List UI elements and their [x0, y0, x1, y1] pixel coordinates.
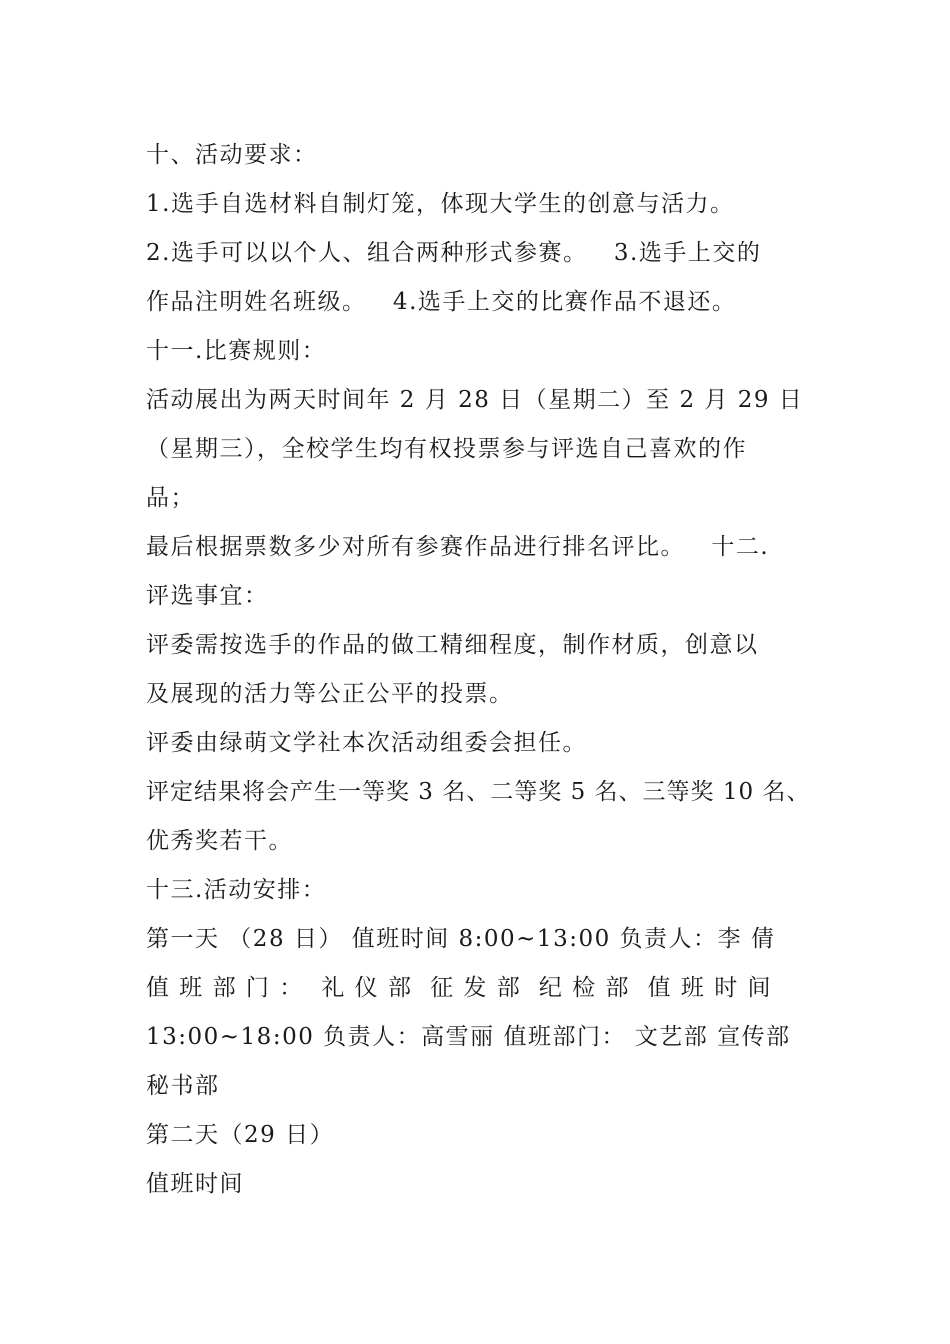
paragraph-line: 优秀奖若干。: [146, 828, 293, 854]
paragraph-line: 评定结果将会产生一等奖 3 名、二等奖 5 名、三等奖 10 名、: [146, 779, 811, 805]
paragraph-line: 评委由绿萌文学社本次活动组委会担任。: [146, 730, 587, 756]
paragraph-line: 活动展出为两天时间年 2 月 28 日（星期二）至 2 月 29 日: [146, 387, 804, 413]
paragraph-line: 第一天 （28 日） 值班时间 8:00~13:00 负责人：李 倩: [146, 926, 776, 952]
paragraph-line: 秘书部: [146, 1073, 220, 1099]
paragraph-line: 值 班 部 门 ： 礼 仪 部 征 发 部 纪 检 部 值 班 时 间: [146, 975, 773, 1001]
paragraph-line: 作品注明姓名班级。 4.选手上交的比赛作品不退还。: [146, 289, 737, 315]
paragraph-line: 品；: [146, 485, 195, 511]
paragraph-line: （星期三），全校学生均有权投票参与评选自己喜欢的作: [146, 436, 747, 462]
paragraph-line: 2.选手可以以个人、组合两种形式参赛。 3.选手上交的: [146, 240, 762, 266]
heading-judging-matters: 评选事宜：: [146, 583, 269, 609]
paragraph-line: 1.选手自选材料自制灯笼，体现大学生的创意与活力。: [146, 191, 735, 217]
heading-activity-schedule: 十三.活动安排：: [146, 877, 327, 903]
paragraph-line: 值班时间: [146, 1171, 244, 1197]
heading-competition-rules: 十一.比赛规则：: [146, 338, 327, 364]
paragraph-line: 最后根据票数多少对所有参赛作品进行排名评比。 十二.: [146, 534, 770, 560]
paragraph-line: 评委需按选手的作品的做工精细程度，制作材质，创意以: [146, 632, 759, 658]
paragraph-line: 及展现的活力等公正公平的投票。: [146, 681, 514, 707]
paragraph-line: 13:00~18:00 负责人：高雪丽 值班部门： 文艺部 宣传部: [146, 1024, 791, 1050]
heading-activity-requirements: 十、活动要求：: [146, 142, 318, 168]
paragraph-line: 第二天（29 日）: [146, 1122, 335, 1148]
document-body: [146, 131, 810, 1209]
